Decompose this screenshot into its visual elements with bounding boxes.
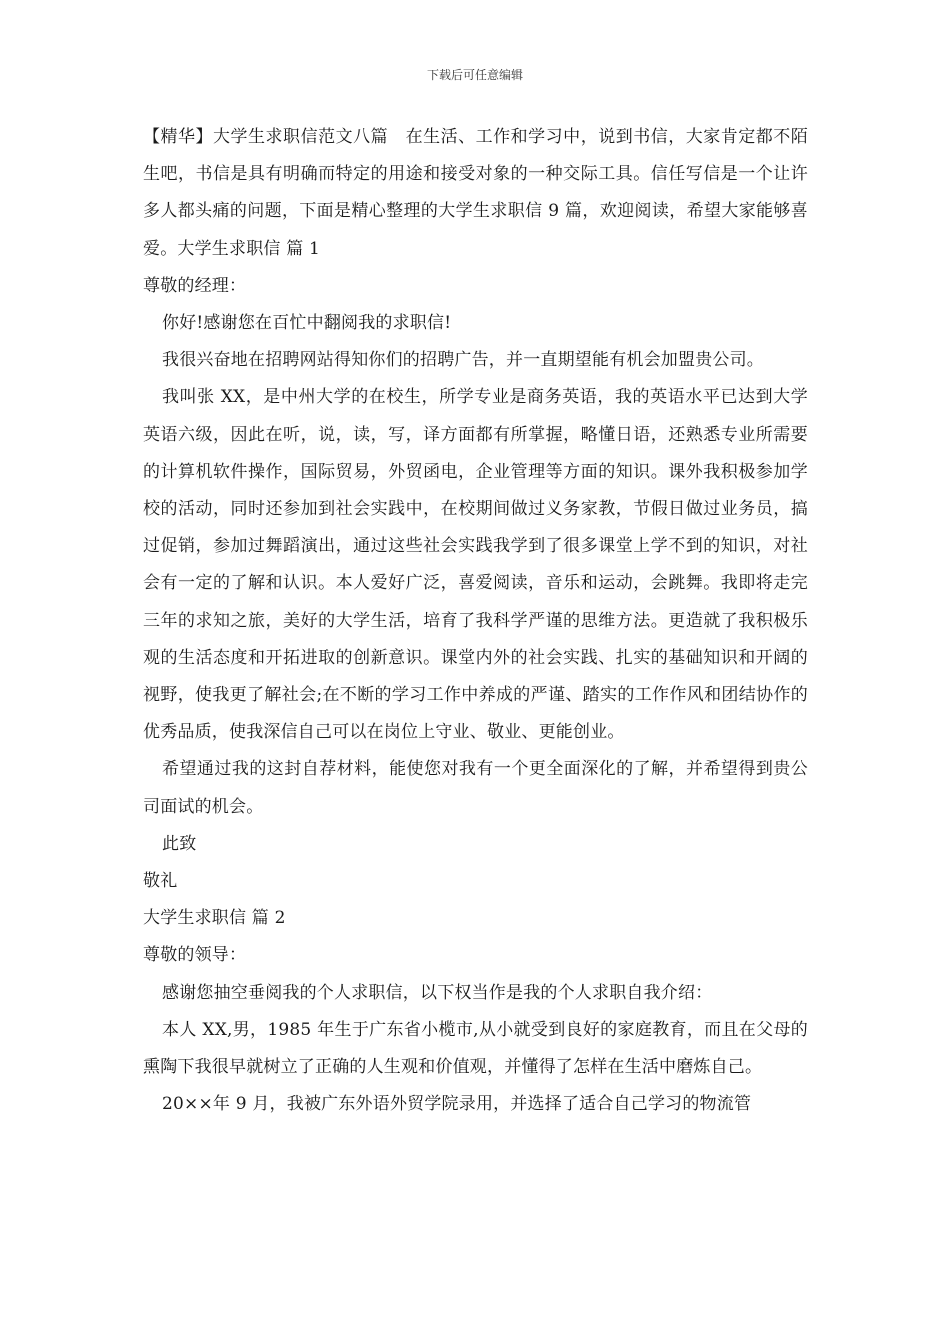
paragraph: 感谢您抽空垂阅我的个人求职信，以下权当作是我的个人求职自我介绍： [162, 982, 713, 1003]
paragraph: 我叫张 XX，是中州大学的在校生，所学专业是商务英语，我的英语水平已达到大学英语六级，因此在听，说，读，写，译方面都有所掌握，略懂日语，还熟悉专业所需要的计算机软件操作，国际贸易，外贸函电，企业管理等方面的知识。课外我积极参加学校的活动，同时还参加到社会实践中，在校期间做过义务家教，节假日做过业务员，搞过促销，参加过舞蹈演出，通过这些社会实践我学到了很多课堂上学不到的知识，对社会有一定的了解和认识。本人爱好广泛，喜爱阅读，音乐和运动，会跳舞。我即将走完三年的求知之旅，美好的大学生活，培育了我科学严谨的思维方法。更造就了我积极乐观的生活态度和开拓进取的创新意识。课堂内外的社会实践、扎实的基础知识和开阔的视野，使我更了解社会;在不断的学习工作中养成的严谨、踏实的工作作风和团结协作的优秀品质，使我深信自己可以在岗位上守业、敬业、更能创业。 [143, 387, 808, 743]
intro-paragraph: 【精华】大学生求职信范文八篇 在生活、工作和学习中，说到书信，大家肯定都不陌生吧，书信是具有明确而特定的用途和接受对象的一种交际工具。信任写信是一个让许多人都头痛的问题，下面是精心整理的大学生求职信 9 篇，欢迎阅读，希望大家能够喜爱。大学生求职信 篇 1 [143, 127, 808, 259]
paragraph: 本人 XX,男，1985 年生于广东省小榄市,从小就受到良好的家庭教育，而且在父母的熏陶下我很早就树立了正确的人生观和价值观，并懂得了怎样在生活中磨炼自己。 [143, 1019, 808, 1078]
paragraph: 希望通过我的这封自荐材料，能使您对我有一个更全面深化的了解，并希望得到贵公司面试的机会。 [143, 759, 808, 817]
salutation: 尊敬的领导： [143, 945, 247, 966]
paragraph: 我很兴奋地在招聘网站得知你们的招聘广告，并一直期望能有机会加盟贵公司。 [162, 350, 764, 371]
paragraph: 20××年 9 月，我被广东外语外贸学院录用，并选择了适合自己学习的物流管 [162, 1094, 752, 1115]
page-header: 下载后可任意编辑 [426, 68, 523, 82]
salutation: 尊敬的经理： [143, 275, 247, 296]
section-heading: 大学生求职信 篇 2 [143, 908, 286, 929]
paragraph: 你好!感谢您在百忙中翻阅我的求职信! [162, 313, 452, 334]
document-body [143, 119, 808, 1123]
closing-line: 敬礼 [143, 871, 178, 892]
closing-line: 此致 [162, 833, 197, 854]
